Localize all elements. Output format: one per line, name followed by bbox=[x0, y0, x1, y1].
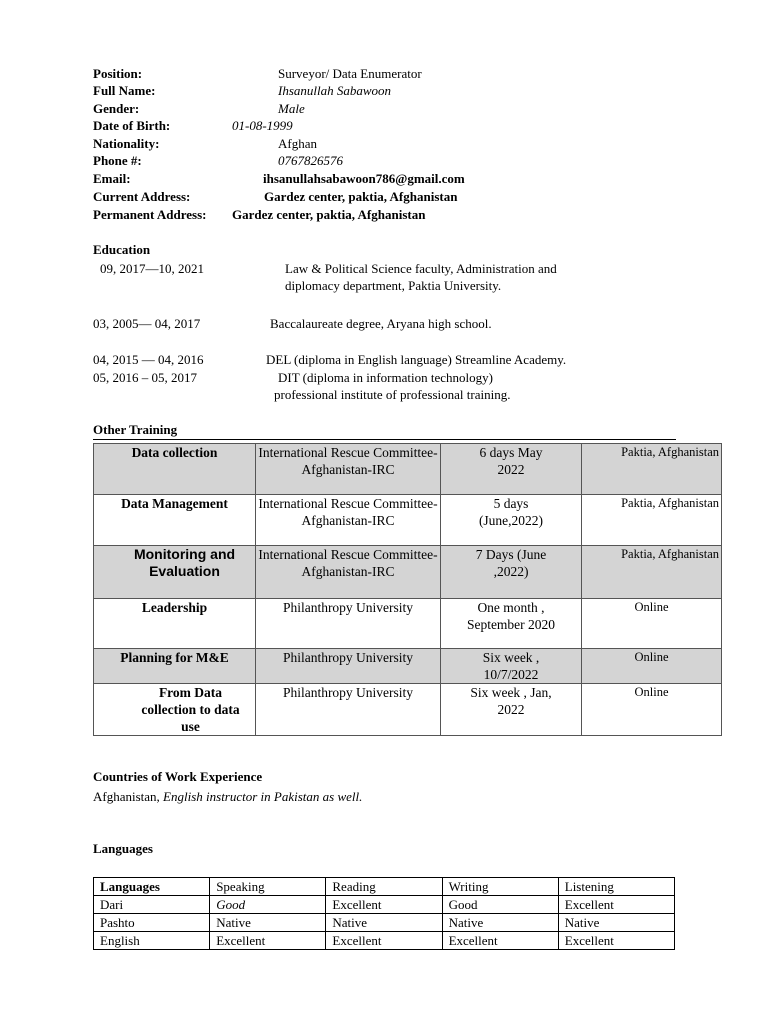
table-header-row bbox=[94, 878, 675, 896]
lang-cell: Good bbox=[442, 896, 558, 914]
training-duration: 7 Days (June ,2022) bbox=[441, 546, 582, 599]
table-row bbox=[94, 896, 675, 914]
lang-header-cell: Languages bbox=[94, 878, 210, 896]
training-course: From Data collection to data use bbox=[94, 684, 256, 736]
lang-cell: Native bbox=[326, 914, 442, 932]
training-location: Paktia, Afghanistan bbox=[582, 444, 722, 495]
countries-plain: Afghanistan, bbox=[93, 789, 160, 804]
training-duration: Six week , Jan, 2022 bbox=[441, 684, 582, 736]
training-course: Data collection bbox=[94, 444, 256, 495]
training-location: Online bbox=[582, 684, 722, 736]
training-org: International Rescue Committee- Afghanistan-IRC bbox=[256, 444, 441, 495]
education-detail: professional institute of professional training. bbox=[274, 387, 511, 402]
email-label: Email: bbox=[93, 171, 131, 186]
lang-cell: Dari bbox=[94, 896, 210, 914]
education-detail: Law & Political Science faculty, Administration and bbox=[285, 261, 557, 276]
email-value[interactable]: ihsanullahsabawoon786@gmail.com bbox=[263, 171, 465, 186]
position-value: Surveyor/ Data Enumerator bbox=[278, 66, 422, 81]
position-label: Position: bbox=[93, 66, 143, 81]
training-heading: Other Training bbox=[93, 422, 178, 437]
table-row bbox=[94, 914, 675, 932]
education-detail: DIT (diploma in information technology) bbox=[278, 370, 493, 385]
education-detail: diplomacy department, Paktia University. bbox=[285, 278, 502, 293]
training-course: Leadership bbox=[94, 599, 256, 649]
table-row bbox=[94, 599, 722, 649]
full-name-label: Full Name: bbox=[93, 83, 156, 98]
lang-header-cell: Writing bbox=[442, 878, 558, 896]
countries-note: English instructor in Pakistan as well. bbox=[163, 789, 363, 804]
lang-header-cell: Listening bbox=[558, 878, 674, 896]
languages-table bbox=[93, 877, 675, 950]
dob-label: Date of Birth: bbox=[93, 118, 171, 133]
training-duration: 6 days May 2022 bbox=[441, 444, 582, 495]
training-course: Planning for M&E bbox=[94, 649, 256, 684]
countries-heading: Countries of Work Experience bbox=[93, 769, 263, 784]
lang-cell: Good bbox=[210, 896, 326, 914]
training-location: Online bbox=[582, 649, 722, 684]
nationality-label: Nationality: bbox=[93, 136, 160, 151]
education-period: 09, 2017—10, 2021 bbox=[100, 261, 204, 276]
lang-header-cell: Speaking bbox=[210, 878, 326, 896]
permanent-address-label: Permanent Address: bbox=[93, 207, 207, 222]
lang-cell: Native bbox=[210, 914, 326, 932]
education-heading: Education bbox=[93, 242, 151, 257]
table-row bbox=[94, 684, 722, 736]
lang-cell: English bbox=[94, 932, 210, 950]
education-period: 03, 2005— 04, 2017 bbox=[93, 316, 201, 331]
lang-header-cell: Reading bbox=[326, 878, 442, 896]
training-duration: One month , September 2020 bbox=[441, 599, 582, 649]
training-org: International Rescue Committee- Afghanistan-IRC bbox=[256, 546, 441, 599]
training-course: Data Management bbox=[94, 495, 256, 546]
dob-value: 01-08-1999 bbox=[232, 118, 293, 133]
lang-cell: Excellent bbox=[558, 932, 674, 950]
training-org: Philanthropy University bbox=[256, 599, 441, 649]
lang-cell: Pashto bbox=[94, 914, 210, 932]
lang-cell: Native bbox=[558, 914, 674, 932]
permanent-address-value: Gardez center, paktia, Afghanistan bbox=[232, 207, 426, 222]
table-row bbox=[94, 649, 722, 684]
training-heading-rule bbox=[93, 439, 676, 440]
phone-value: 0767826576 bbox=[278, 153, 343, 168]
training-location: Paktia, Afghanistan bbox=[582, 495, 722, 546]
countries-value bbox=[93, 788, 362, 805]
education-detail: Baccalaureate degree, Aryana high school. bbox=[270, 316, 492, 331]
lang-cell: Excellent bbox=[210, 932, 326, 950]
training-org: Philanthropy University bbox=[256, 649, 441, 684]
training-duration: Six week , 10/7/2022 bbox=[441, 649, 582, 684]
education-detail: DEL (diploma in English language) Streamline Academy. bbox=[266, 352, 567, 367]
training-location: Online bbox=[582, 599, 722, 649]
education-period: 05, 2016 – 05, 2017 bbox=[93, 370, 197, 385]
gender-label: Gender: bbox=[93, 101, 140, 116]
table-row bbox=[94, 546, 722, 599]
lang-cell: Native bbox=[442, 914, 558, 932]
current-address-label: Current Address: bbox=[93, 189, 191, 204]
languages-heading: Languages bbox=[93, 841, 153, 856]
current-address-value: Gardez center, paktia, Afghanistan bbox=[264, 189, 458, 204]
phone-label: Phone #: bbox=[93, 153, 142, 168]
training-org: Philanthropy University bbox=[256, 684, 441, 736]
lang-cell: Excellent bbox=[558, 896, 674, 914]
table-row bbox=[94, 932, 675, 950]
training-org: International Rescue Committee- Afghanistan-IRC bbox=[256, 495, 441, 546]
training-duration: 5 days (June,2022) bbox=[441, 495, 582, 546]
training-course: Monitoring and Evaluation bbox=[94, 546, 256, 599]
training-location: Paktia, Afghanistan bbox=[582, 546, 722, 599]
table-row bbox=[94, 444, 722, 495]
training-table bbox=[93, 443, 722, 736]
education-period: 04, 2015 — 04, 2016 bbox=[93, 352, 204, 367]
lang-cell: Excellent bbox=[326, 932, 442, 950]
lang-cell: Excellent bbox=[326, 896, 442, 914]
gender-value: Male bbox=[278, 101, 305, 116]
nationality-value: Afghan bbox=[278, 136, 317, 151]
table-row bbox=[94, 495, 722, 546]
lang-cell: Excellent bbox=[442, 932, 558, 950]
full-name-value: Ihsanullah Sabawoon bbox=[278, 83, 392, 98]
